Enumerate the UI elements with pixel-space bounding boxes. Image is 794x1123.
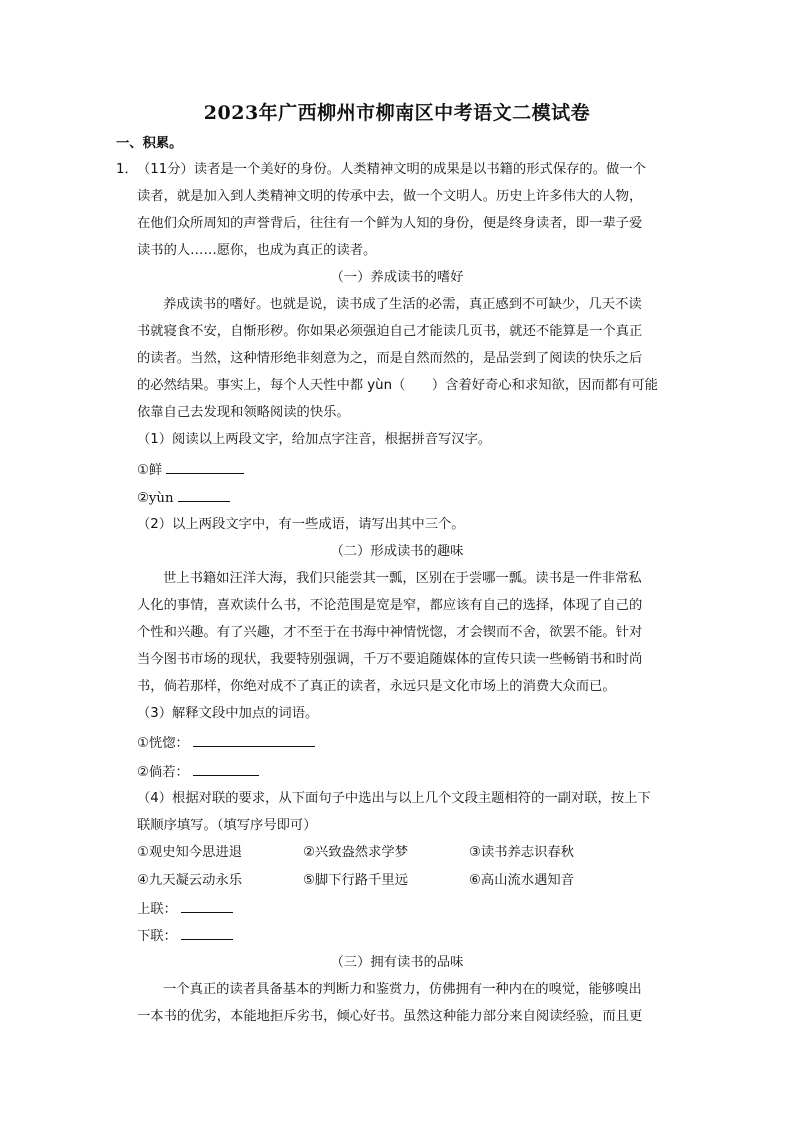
- couplet-option-1: ①观史知今思进退: [137, 845, 242, 860]
- answer-blank[interactable]: [166, 460, 244, 474]
- sec2-line-1: 世上书籍如汪洋大海，我们只能尝其一瓢，区别在于尝哪一瓢。读书是一件非常私: [163, 571, 642, 586]
- q1-3-prompt: （3）解释文段中加点的词语。: [137, 706, 319, 721]
- sec2-line-2: 人化的事情，喜欢读什么书，不论范围是宽是窄，都应该有自己的选择，体现了自己的: [137, 598, 643, 613]
- sec2-line-5: 书，倘若那样，你绝对成不了真正的读者，永远只是文化市场上的消费大众而已。: [137, 679, 616, 694]
- sec2-line-3: 个性和兴趣。有了兴趣，才不至于在书海中神情恍惚，才会锲而不舍，欲罢不能。针对: [137, 625, 643, 640]
- lower-couplet-label: 下联：: [137, 929, 177, 944]
- lower-couplet: [137, 926, 677, 947]
- section-3-heading: （三）拥有读书的品味: [330, 955, 464, 970]
- q1-3-b-label: ②倘若：: [137, 765, 189, 780]
- q1-1-a-label: ①鲜: [137, 463, 163, 478]
- part-one-heading: 一、积累。: [116, 136, 183, 151]
- q1-3-b: [137, 762, 677, 783]
- q1-1-b-label: ②yùn: [137, 491, 174, 506]
- section-1-heading: （一）养成读书的嗜好: [330, 270, 464, 285]
- sec1-line-3: 的读者。当然，这种情形绝非刻意为之，而是自然而然的，是品尝到了阅读的快乐之后: [137, 351, 643, 366]
- couplet-option-5: ⑤脚下行路千里远: [303, 873, 408, 888]
- q1-1-prompt: （1）阅读以上两段文字，给加点字注音，根据拼音写汉字。: [137, 432, 492, 447]
- q1-3-a: [137, 733, 677, 754]
- couplet-option-3: ③读书养志识春秋: [469, 845, 574, 860]
- q1-1-a: [137, 460, 677, 481]
- intro-line-4: 读书的人……愿你，也成为真正的读者。: [137, 243, 377, 258]
- q1-4-prompt-1: （4）根据对联的要求，从下面句子中选出与以上几个文段主题相符的一副对联，按上下: [137, 791, 651, 806]
- q1-2-prompt: （2）以上两段文字中，有一些成语，请写出其中三个。: [137, 517, 465, 532]
- sec3-line-1: 一个真正的读者具备基本的判断力和鉴赏力，仿佛拥有一种内在的嗅觉，能够嗅出: [163, 982, 642, 997]
- couplet-option-2: ②兴致盎然求学梦: [303, 845, 408, 860]
- intro-line-2: 读者，就是加入到人类精神文明的传承中去，做一个文明人。历史上许多伟大的人物，: [137, 189, 643, 204]
- answer-blank[interactable]: [178, 488, 230, 502]
- sec1-line-1: 养成读书的嗜好。也就是说，读书成了生活的必需，真正感到不可缺少，几天不读: [163, 297, 642, 312]
- answer-blank[interactable]: [181, 926, 233, 940]
- sec2-line-4: 当今图书市场的现状，我要特别强调，千万不要追随媒体的宣传只读一些畅销书和时尚: [137, 652, 643, 667]
- sec3-line-2: 一本书的优劣，本能地拒斥劣书，倾心好书。虽然这种能力部分来自阅读经验，而且更: [137, 1009, 643, 1024]
- q1-1-b: [137, 488, 677, 509]
- answer-blank[interactable]: [193, 762, 259, 776]
- q1-4-prompt-2: 联顺序填写。（填写序号即可）: [137, 818, 317, 833]
- q1-3-a-label: ①恍惚：: [137, 736, 189, 751]
- answer-blank[interactable]: [193, 733, 315, 747]
- upper-couplet-label: 上联：: [137, 902, 177, 917]
- couplet-option-4: ④九天凝云动永乐: [137, 873, 242, 888]
- sec1-line-5: 依靠自己去发现和领略阅读的快乐。: [137, 405, 350, 420]
- question-number: 1．: [116, 162, 138, 177]
- sec1-line-4: 的必然结果。事实上，每个人天性中都 yùn（ ）含着好奇心和求知欲，因而都有可能: [137, 378, 658, 393]
- answer-blank[interactable]: [181, 899, 233, 913]
- couplet-option-6: ⑥高山流水遇知音: [469, 873, 574, 888]
- upper-couplet: [137, 899, 677, 920]
- intro-line-1: （11分）读者是一个美好的身份。人类精神文明的成果是以书籍的形式保存的。做一个: [137, 162, 646, 177]
- sec1-line-2: 书就寝食不安，自惭形秽。你如果必须强迫自己才能读几页书，就还不能算是一个真正: [137, 324, 643, 339]
- exam-title: 2023年广西柳州市柳南区中考语文二模试卷: [203, 102, 591, 124]
- section-2-heading: （二）形成读书的趣味: [330, 544, 464, 559]
- intro-line-3: 在他们众所周知的声誉背后，往往有一个鲜为人知的身份，便是终身读者，即一辈子爱: [137, 216, 643, 231]
